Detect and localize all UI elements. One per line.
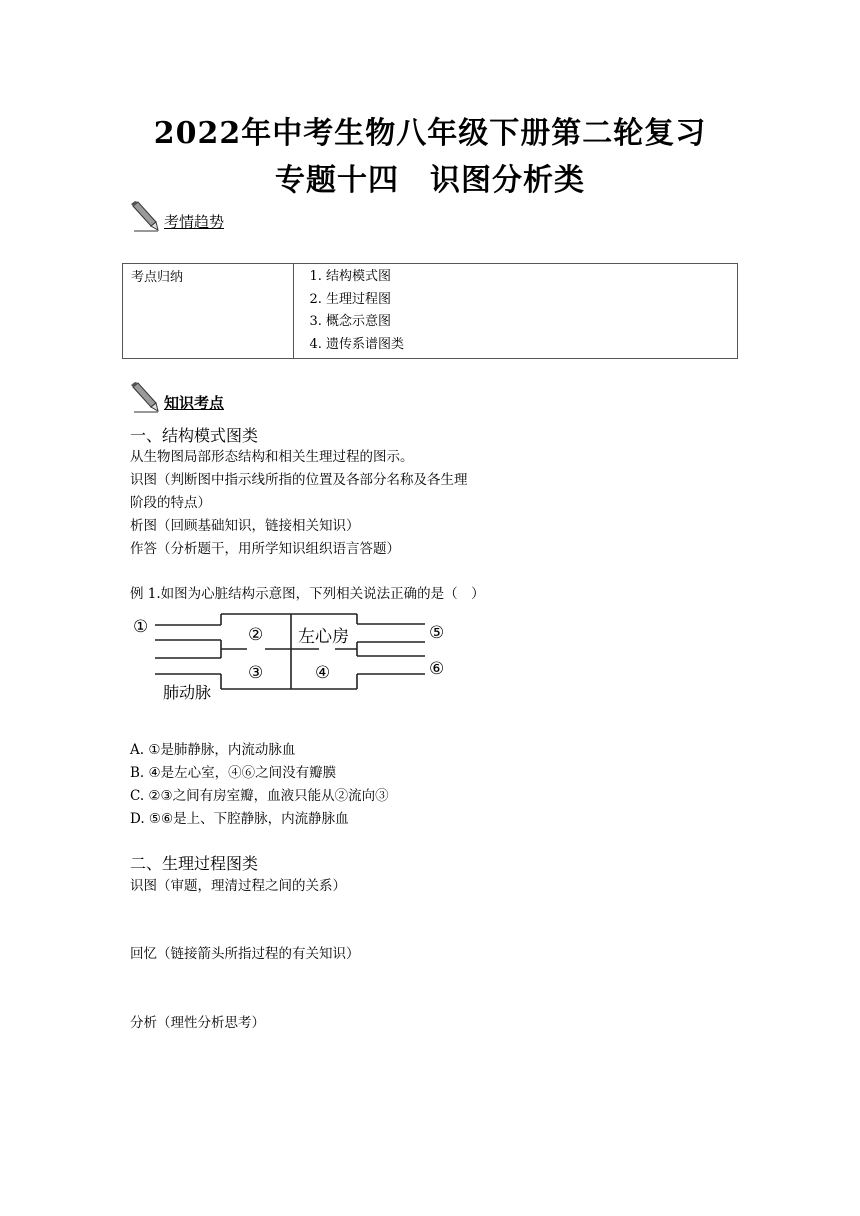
part1-heading: 一、结构模式图类	[130, 426, 259, 445]
pulmonary-artery-label: 肺动脉	[163, 683, 212, 702]
option-a: A. ①是肺静脉，内流动脉血	[130, 742, 296, 758]
part1-line: 阶段的特点）	[130, 495, 211, 511]
exam-point-table	[122, 263, 738, 359]
title-line-1: 2022年中考生物八年级下册第二轮复习	[153, 116, 707, 151]
title-line-2: 专题十四 识图分析类	[275, 163, 585, 198]
part2-line: 识图（审题，理清过程之间的关系）	[130, 878, 346, 894]
label-4: ④	[315, 663, 331, 683]
label-5: ⑤	[429, 623, 445, 643]
left-atrium-label: 左心房	[298, 627, 349, 647]
table-item: 2. 生理过程图	[326, 289, 729, 312]
option-d: D. ⑤⑥是上、下腔静脉，内流静脉血	[130, 811, 349, 827]
section-knowledge-heading	[130, 381, 224, 415]
section-trend-label: 考情趋势	[164, 213, 225, 231]
pencil-icon	[130, 381, 160, 415]
option-b: B. ④是左心室，④⑥之间没有瓣膜	[130, 765, 337, 781]
label-3: ③	[248, 663, 264, 683]
label-1: ①	[133, 617, 149, 637]
label-6: ⑥	[429, 659, 445, 679]
table-left-cell: 考点归纳	[123, 264, 294, 359]
option-c: C. ②③之间有房室瓣，血液只能从②流向③	[130, 788, 389, 804]
label-2: ②	[248, 625, 264, 645]
heart-structure-diagram	[125, 612, 455, 706]
part1-line: 作答（分析题干，用所学知识组织语言答题）	[130, 541, 400, 557]
part1-line: 从生物图局部形态结构和相关生理过程的图示。	[130, 449, 414, 465]
table-item: 4. 遗传系谱图类	[326, 334, 729, 357]
part1-line: 识图（判断图中指示线所指的位置及各部分名称及各生理	[130, 472, 468, 488]
table-item: 3. 概念示意图	[326, 311, 729, 334]
table-item: 1. 结构模式图	[326, 266, 729, 289]
section-trend-heading	[130, 200, 224, 234]
table-right-cell	[294, 264, 738, 359]
example1-question: 例 1.如图为心脏结构示意图，下列相关说法正确的是（ ）	[130, 586, 485, 602]
part2-heading: 二、生理过程图类	[130, 854, 259, 873]
part1-line: 析图（回顾基础知识，链接相关知识）	[130, 518, 360, 534]
section-knowledge-label: 知识考点	[164, 394, 225, 412]
pencil-icon	[130, 200, 160, 234]
part2-line: 分析（理性分析思考）	[130, 1015, 265, 1031]
part2-line: 回忆（链接箭头所指过程的有关知识）	[130, 946, 360, 962]
